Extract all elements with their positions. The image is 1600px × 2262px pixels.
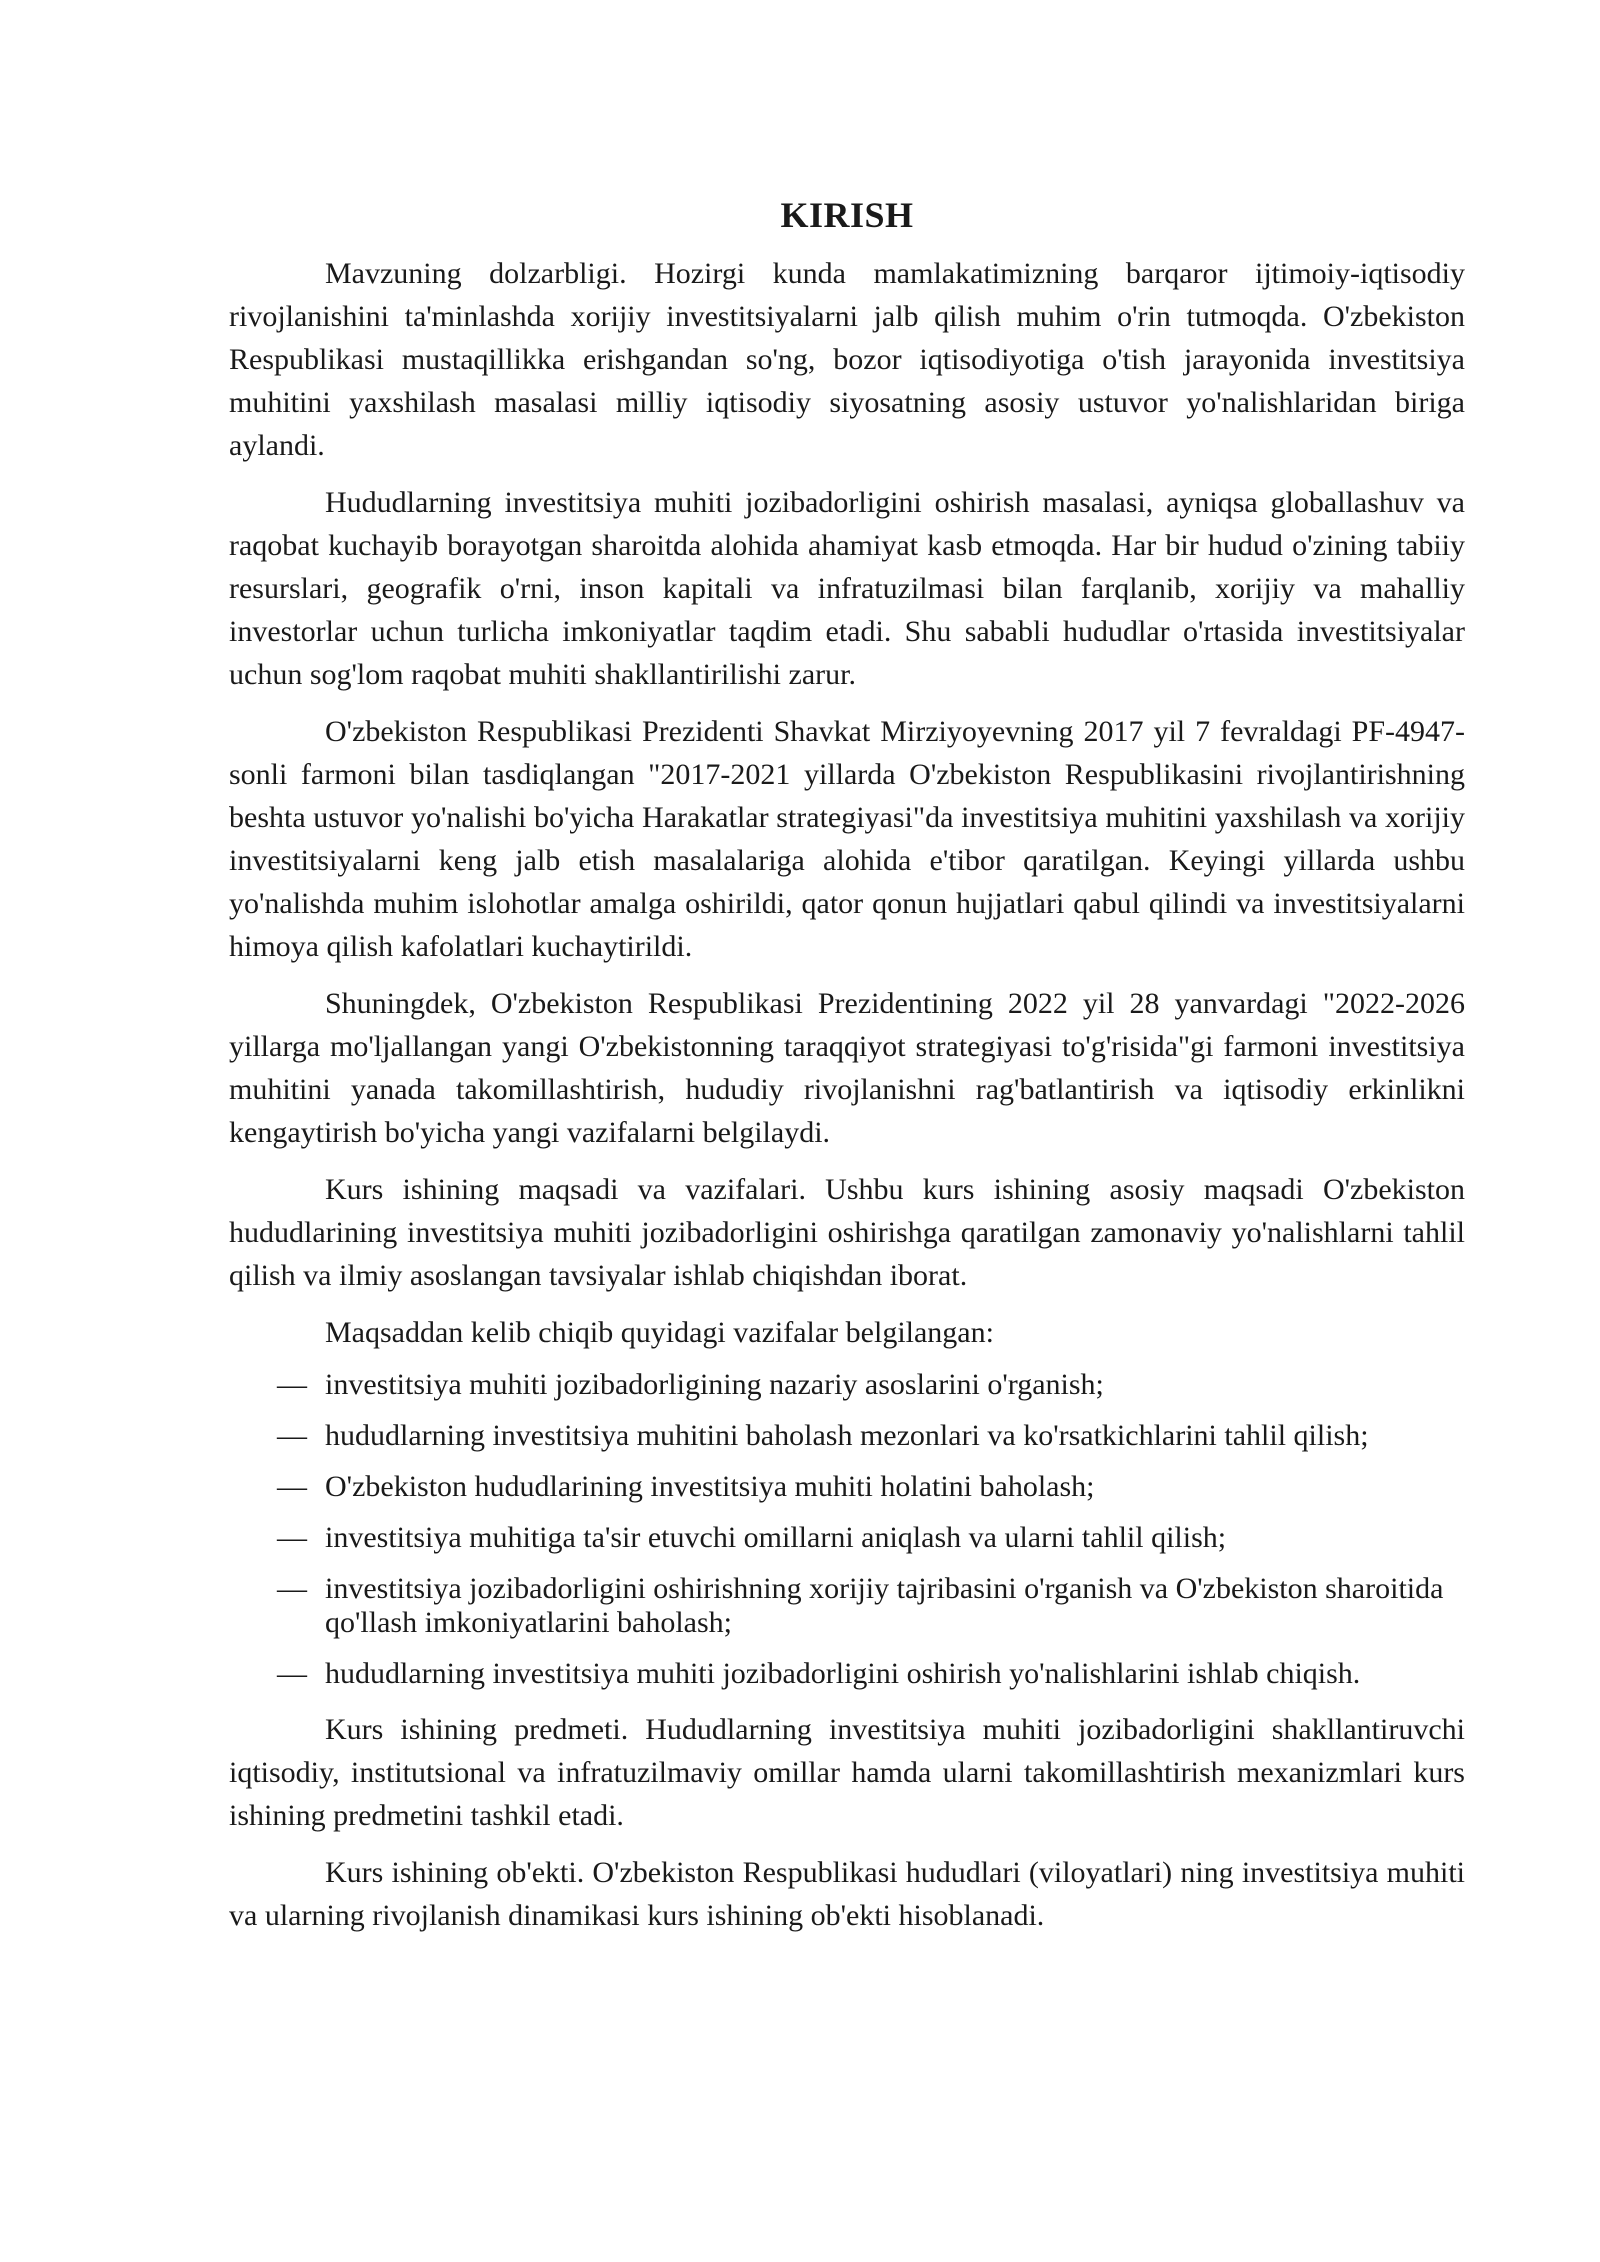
list-item-text: hududlarning investitsiya muhitini baholash mezonlari va ko'rsatkichlarini tahlil qilish; <box>325 1419 1369 1452</box>
paragraph-subject: Kurs ishining predmeti. Hududlarning investitsiya muhiti jozibadorligini shakllantiruvchi iqtisodiy, institutsional va infratuzilmaviy omillar hamda ularni takomillashtirish mexanizmlari kurs ishining predmetini tashkil etadi. <box>229 1713 1465 1832</box>
paragraph-regional-attractiveness: Hududlarning investitsiya muhiti jozibadorligini oshirish masalasi, ayniqsa globallashuv va raqobat kuchayib borayotgan sharoitda alohida ahamiyat kasb etmoqda. Har bir hudud o'zining tabiiy resurslari, geografik o'rni, inson kapitali va infratuzilmasi bilan farqlanib, xorijiy va mahalliy investorlar uchun turlicha imkoniyatlar taqdim etadi. Shu sababli hududlar o'rtasida investitsiyalar uchun sog'lom raqobat muhiti shakllantirilishi zarur. <box>229 486 1465 691</box>
list-item <box>229 1368 1465 1402</box>
list-item-text: investitsiya muhitiga ta'sir etuvchi omillarni aniqlash va ularni tahlil qilish; <box>325 1521 1227 1554</box>
list-item-text: investitsiya muhiti jozibadorligining nazariy asoslarini o'rganish; <box>325 1368 1104 1401</box>
list-item-text: hududlarning investitsiya muhiti jozibadorligini oshirish yo'nalishlarini ishlab chiqish. <box>325 1657 1361 1690</box>
dash-bullet: — <box>277 1657 307 1690</box>
list-item <box>229 1521 1465 1555</box>
tasks-list <box>229 1368 1465 1691</box>
paragraph-goal: Kurs ishining maqsadi va vazifalari. Ushbu kurs ishining asosiy maqsadi O'zbekiston hududlarining investitsiya muhiti jozibadorligini oshirishga qaratilgan zamonaviy yo'nalishlarni tahlil qilish va ilmiy asoslangan tavsiyalar ishlab chiqishdan iborat. <box>229 1173 1465 1292</box>
list-item <box>229 1470 1465 1504</box>
dash-bullet: — <box>277 1368 307 1401</box>
dash-bullet: — <box>277 1521 307 1554</box>
list-item <box>229 1657 1465 1691</box>
list-item <box>229 1572 1465 1640</box>
paragraph-action-strategy: O'zbekiston Respublikasi Prezidenti Shavkat Mirziyoyevning 2017 yil 7 fevraldagi PF-4947-sonli farmoni bilan tasdiqlangan "2017-2021 yillarda O'zbekiston Respublikasini rivojlantirishning beshta ustuvor yo'nalishi bo'yicha Harakatlar strategiyasi"da investitsiya muhitini yaxshilash va xorijiy investitsiyalarni keng jalb etish masalalariga alohida e'tibor qaratilgan. Keyingi yillarda ushbu yo'nalishda muhim islohotlar amalga oshirildi, qator qonun hujjatlari qabul qilindi va investitsiyalarni himoya qilish kafolatlari kuchaytirildi. <box>229 715 1465 963</box>
list-item-text: investitsiya jozibadorligini oshirishning xorijiy tajribasini o'rganish va O'zbekiston sharoitida qo'llash imkoniyatlarini baholash; <box>325 1572 1444 1639</box>
dash-bullet: — <box>277 1572 307 1605</box>
list-item-text: O'zbekiston hududlarining investitsiya muhiti holatini baholash; <box>325 1470 1095 1503</box>
paragraph-relevance: Mavzuning dolzarbligi. Hozirgi kunda mamlakatimizning barqaror ijtimoiy-iqtisodiy rivojlanishini ta'minlashda xorijiy investitsiyalarni jalb qilish muhim o'rin tutmoqda. O'zbekiston Respublikasi mustaqillikka erishgandan so'ng, bozor iqtisodiyotiga o'tish jarayonida investitsiya muhitini yaxshilash masalasi milliy iqtisodiy siyosatning asosiy ustuvor yo'nalishlaridan biriga aylandi. <box>229 257 1465 462</box>
paragraph-object: Kurs ishining ob'ekti. O'zbekiston Respublikasi hududlari (viloyatlari) ning investitsiya muhiti va ularning rivojlanish dinamikasi kurs ishining ob'ekti hisoblanadi. <box>229 1856 1465 1932</box>
page-title: KIRISH <box>780 195 914 235</box>
dash-bullet: — <box>277 1419 307 1452</box>
list-item <box>229 1419 1465 1453</box>
list-intro: Maqsaddan kelib chiqib quyidagi vazifalar belgilangan: <box>325 1316 994 1349</box>
paragraph-development-strategy: Shuningdek, O'zbekiston Respublikasi Prezidentining 2022 yil 28 yanvardagi "2022-2026 yillarga mo'ljallangan yangi O'zbekistonning taraqqiyot strategiyasi to'g'risida"gi farmoni investitsiya muhitini yanada takomillashtirish, hududiy rivojlanishni rag'batlantirish va iqtisodiy erkinlikni kengaytirish bo'yicha yangi vazifalarni belgilaydi. <box>229 987 1465 1149</box>
document-page <box>229 190 1465 1951</box>
dash-bullet: — <box>277 1470 307 1503</box>
